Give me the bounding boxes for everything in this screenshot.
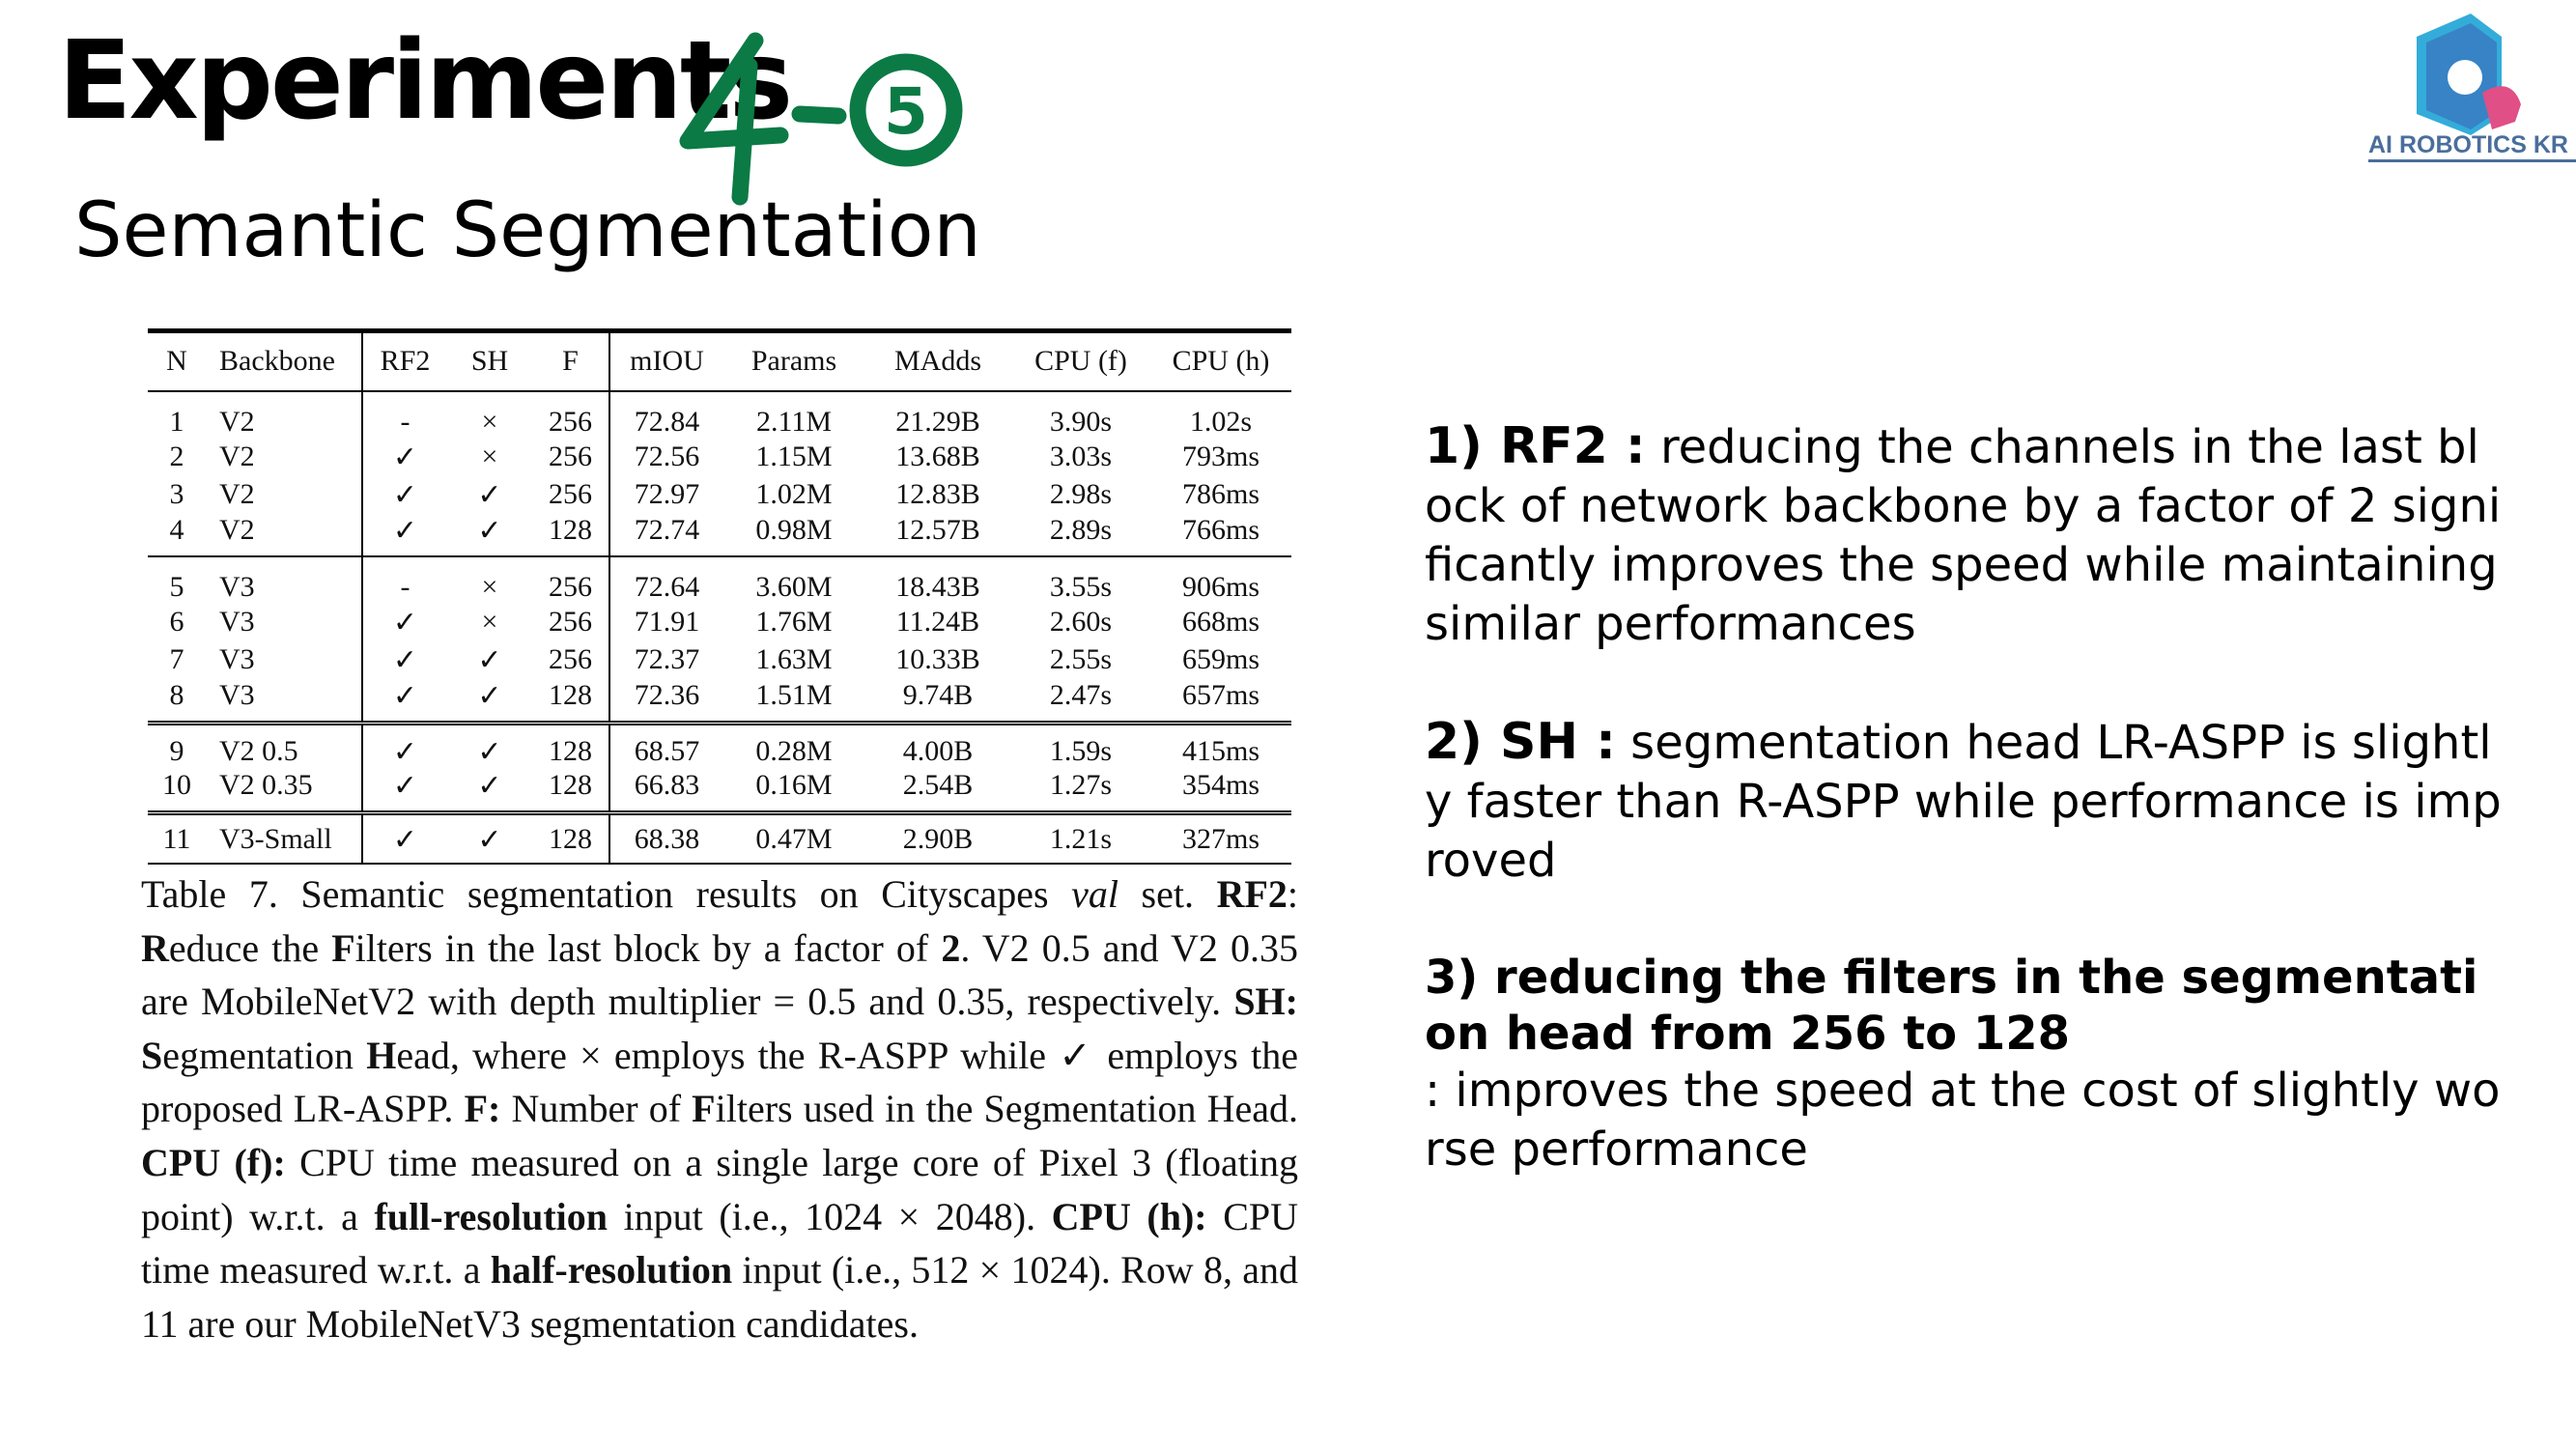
slide-title: Experiments	[58, 18, 791, 144]
table-cell: 72.84	[634, 405, 700, 438]
note-sh	[1425, 713, 2506, 891]
header-cell: RF2	[380, 345, 431, 378]
table-cell: 72.74	[634, 514, 700, 546]
table-cell: 128	[532, 514, 609, 556]
table-cell: 2.60s	[1049, 606, 1113, 638]
table-cell: 256	[532, 391, 609, 439]
note-text: reducing the channels in the last block of network backbone by a factor of 2 significantly improves the speed while maintaining similar performances	[1425, 420, 2502, 651]
table-row	[148, 391, 1291, 439]
table-cell: 1.02M	[755, 478, 833, 510]
table-cell: ✓	[392, 735, 418, 768]
table-cell: 3.60M	[755, 570, 833, 603]
table-cell: 72.64	[634, 570, 700, 603]
table-row	[148, 769, 1291, 813]
table-header-row	[148, 331, 1291, 391]
table-cell: ✓	[392, 769, 418, 802]
table-cell: ✓	[392, 643, 418, 676]
table-cell: 68.57	[634, 735, 700, 767]
table-cell: 256	[532, 641, 609, 679]
table-cell: 415ms	[1181, 735, 1260, 767]
table-cell: 256	[532, 604, 609, 641]
table-cell: 3.55s	[1049, 570, 1113, 603]
svg-text:5: 5	[884, 74, 928, 149]
table-cell: 13.68B	[895, 440, 980, 472]
table-cell: ×	[481, 606, 498, 638]
table-cell: 128	[532, 679, 609, 724]
table-cell: 2	[169, 440, 184, 472]
table-cell: ✓	[392, 478, 418, 511]
table-row	[148, 476, 1291, 514]
table-cell: V2 0.35	[206, 769, 362, 813]
table-cell: 0.28M	[755, 735, 833, 767]
table-cell: ✓	[392, 514, 418, 547]
table-cell: 2.89s	[1049, 514, 1113, 546]
table-cell: 12.83B	[895, 478, 980, 510]
table-cell: 3	[169, 478, 184, 510]
table-cell: 1.21s	[1049, 823, 1113, 855]
table-cell: 72.97	[634, 478, 700, 510]
table-row	[148, 604, 1291, 641]
table-row	[148, 556, 1291, 604]
note-text: segmentation head LR-ASPP is slightly faster than R-ASPP while performance is improved	[1425, 716, 2502, 888]
table-cell: V2 0.5	[206, 723, 362, 769]
table-row	[148, 723, 1291, 769]
note-filters	[1425, 950, 2506, 1179]
table-cell: 4	[169, 514, 184, 546]
table-cell: V2	[206, 514, 362, 556]
table-row	[148, 514, 1291, 556]
table-cell: V2	[206, 439, 362, 476]
table-cell: 2.54B	[902, 769, 974, 801]
table-cell: 128	[532, 812, 609, 864]
table-cell: 4.00B	[902, 735, 974, 767]
header-cell: CPU (f)	[1034, 345, 1127, 378]
table-cell: 793ms	[1181, 440, 1260, 472]
table-cell: 786ms	[1181, 478, 1260, 510]
table-cell: 128	[532, 723, 609, 769]
table-cell: 256	[532, 556, 609, 604]
table-cell: 18.43B	[895, 570, 980, 603]
table-cell: 12.57B	[895, 514, 980, 546]
table-cell: ×	[481, 570, 498, 603]
table-cell: ✓	[477, 478, 502, 511]
table-cell: 72.37	[634, 643, 700, 675]
notes-panel	[1425, 417, 2506, 1179]
table-cell: 1.59s	[1049, 735, 1113, 767]
table-cell: 3.03s	[1049, 440, 1113, 472]
table-cell: 1.02s	[1189, 405, 1253, 438]
table-cell: ✓	[392, 440, 418, 473]
table-cell: 128	[532, 769, 609, 813]
table-cell: 2.11M	[755, 405, 833, 438]
table-cell: 11.24B	[895, 606, 980, 638]
table-cell: V3-Small	[206, 812, 362, 864]
table-cell: 1.27s	[1049, 769, 1113, 801]
table-cell: 906ms	[1181, 570, 1260, 603]
table-cell: 9	[169, 735, 184, 767]
table-cell: 0.16M	[755, 769, 833, 801]
table-cell: 354ms	[1181, 769, 1260, 801]
table-cell: 11	[162, 823, 191, 855]
table-cell: 10.33B	[895, 643, 980, 675]
table-cell: 0.47M	[755, 823, 833, 855]
header-cell: SH	[470, 345, 509, 378]
table-cell: 2.98s	[1049, 478, 1113, 510]
table-cell: 2.55s	[1049, 643, 1113, 675]
table-cell: ✓	[477, 514, 502, 547]
table-caption: Table 7. Semantic segmentation results on Cityscapes val set. RF2: Reduce the Filters in the last block by a factor of 2. V2 0.5 and V2 0.35 are MobileNetV2 with depth multiplier = 0.5 and 0.35, respectively. SH: Segmentation Head, where × employs the R-ASPP while ✓ employs the proposed LR-ASPP. F: Number of Filters used in the Segmentation Head. CPU (f): CPU time measured on a single large core of Pixel 3 (floating point) w.r.t. a full-resolution input (i.e., 1024 × 2048). CPU (h): CPU time measured w.r.t. a half-resolution input (i.e., 512 × 1024). Row 8, and 11 are our MobileNetV3 segmentation candidates.	[141, 872, 1299, 1346]
table-cell: 72.36	[634, 679, 700, 711]
table-cell: 3.90s	[1049, 405, 1113, 438]
table-cell: ✓	[477, 823, 502, 856]
table-cell: V2	[206, 476, 362, 514]
table-cell: 668ms	[1181, 606, 1260, 638]
table-cell: V2	[206, 391, 362, 439]
table-cell: 256	[532, 476, 609, 514]
table-cell: 21.29B	[895, 405, 980, 438]
table-cell: 2.47s	[1049, 679, 1113, 711]
header-cell: MAdds	[893, 345, 981, 378]
note-text: : improves the speed at the cost of slightly worse performance	[1425, 1064, 2501, 1177]
table-row	[148, 641, 1291, 679]
table-cell: 1	[169, 405, 184, 438]
table-row	[148, 812, 1291, 864]
header-cell: Params	[750, 345, 837, 378]
table-cell: ×	[481, 405, 498, 438]
table-cell: 9.74B	[902, 679, 974, 711]
header-cell: Backbone	[206, 331, 362, 391]
table-cell: ×	[481, 440, 498, 472]
table-cell: 6	[169, 606, 184, 638]
table-cell: 0.98M	[755, 514, 833, 546]
table-cell: ✓	[477, 679, 502, 712]
handwritten-mark	[676, 27, 985, 206]
table-cell: 71.91	[634, 606, 700, 638]
table-cell: 1.51M	[755, 679, 833, 711]
table-cell: 766ms	[1181, 514, 1260, 546]
header-cell: CPU (h)	[1172, 345, 1270, 378]
table-cell: -	[400, 570, 410, 603]
table-row	[148, 679, 1291, 724]
table-cell: 657ms	[1181, 679, 1260, 711]
table-cell: 1.76M	[755, 606, 833, 638]
table-cell: 10	[162, 769, 191, 801]
note-label: 2) SH :	[1425, 713, 1616, 771]
table-cell: 5	[169, 570, 184, 603]
header-cell: mIOU	[630, 345, 704, 378]
table-cell: ✓	[392, 679, 418, 712]
table-cell: 8	[169, 679, 184, 711]
results-table	[148, 328, 1291, 865]
header-cell: N	[166, 345, 187, 378]
logo-text: AI ROBOTICS KR	[2368, 132, 2576, 162]
table-row	[148, 439, 1291, 476]
table-cell: 7	[169, 643, 184, 675]
table-cell: ✓	[477, 643, 502, 676]
slide-subtitle: Semantic Segmentation	[74, 187, 981, 274]
table-cell: 1.15M	[755, 440, 833, 472]
table-cell: V3	[206, 679, 362, 724]
table-cell: 1.63M	[755, 643, 833, 675]
table-cell: ✓	[392, 823, 418, 856]
table-cell: 659ms	[1181, 643, 1260, 675]
table-cell: 2.90B	[902, 823, 974, 855]
table-cell: V3	[206, 641, 362, 679]
table-cell: ✓	[477, 769, 502, 802]
table-cell: ✓	[477, 735, 502, 768]
table-cell: V3	[206, 604, 362, 641]
table-cell: 72.56	[634, 440, 700, 472]
table-cell: 66.83	[634, 769, 700, 801]
table-cell: 256	[532, 439, 609, 476]
table-cell: -	[400, 405, 410, 438]
note-heading: 3) reducing the filters in the segmentation head from 256 to 128	[1425, 951, 2478, 1061]
note-rf2	[1425, 417, 2506, 654]
table-cell: ✓	[392, 606, 418, 639]
table-cell: V3	[206, 556, 362, 604]
table-cell: 327ms	[1181, 823, 1260, 855]
table-cell: 68.38	[634, 823, 700, 855]
note-label: 1) RF2 :	[1425, 417, 1646, 475]
header-cell: F	[532, 331, 609, 391]
